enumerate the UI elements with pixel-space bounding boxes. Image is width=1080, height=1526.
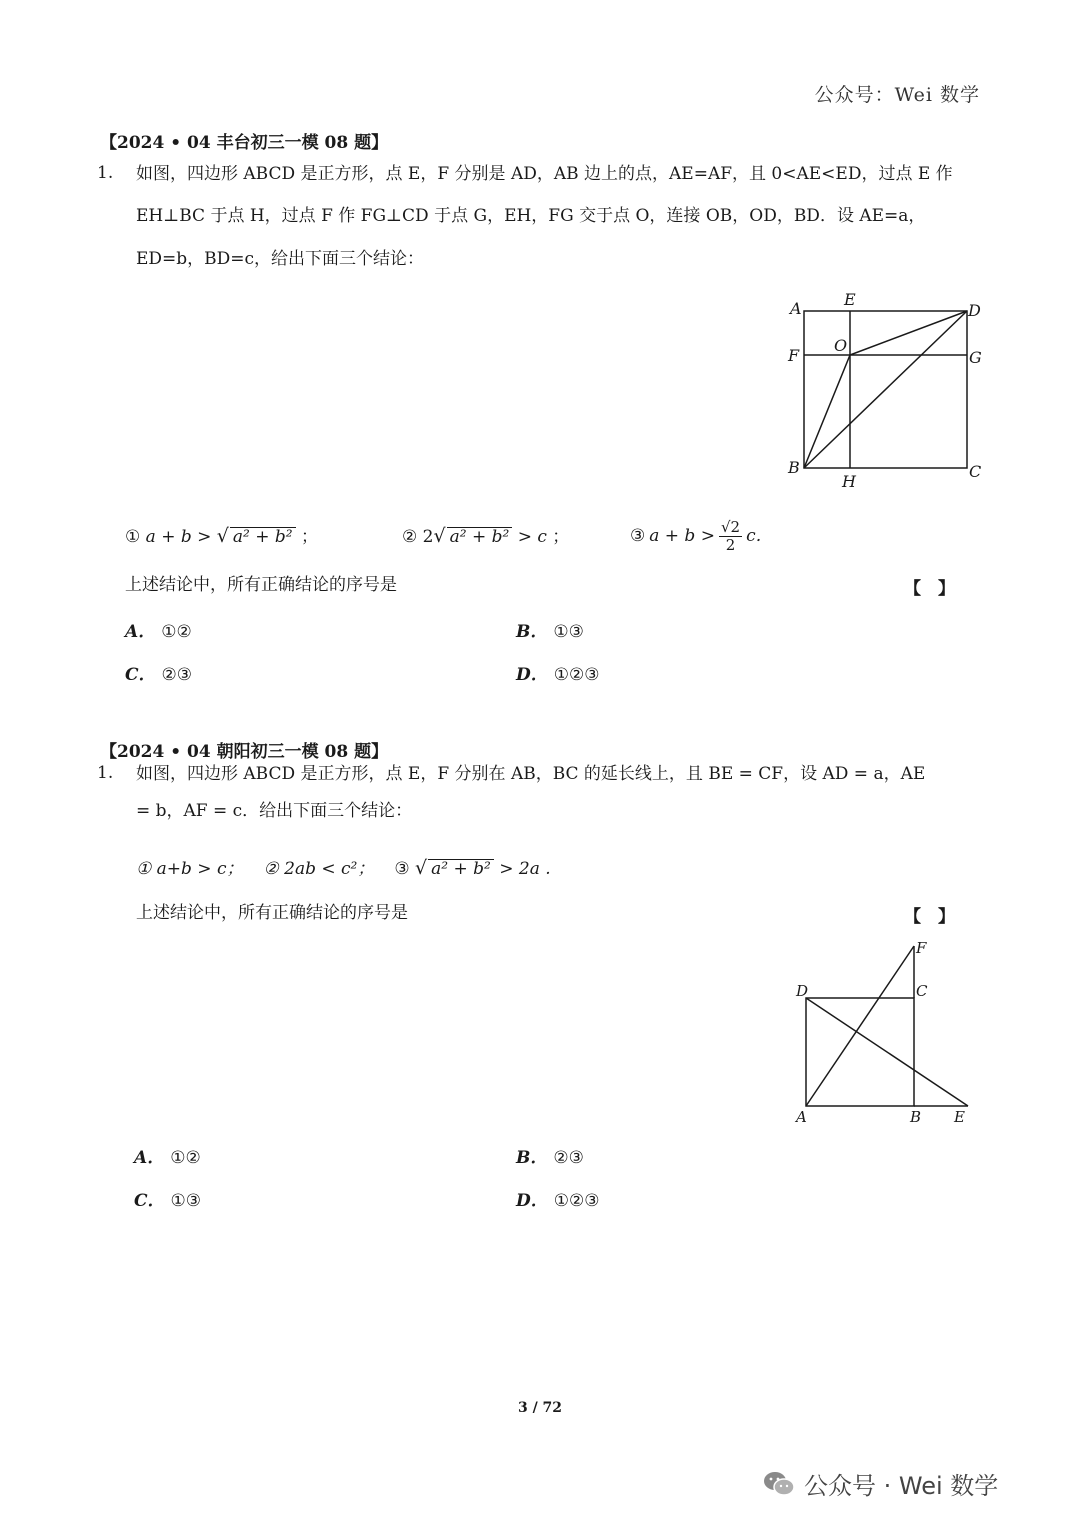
q2-label-f: F [916,939,927,957]
q2-conclusions [136,857,551,880]
q2-option-c[interactable] [134,1186,201,1211]
q1-c2-rhs: > c [517,527,547,547]
q1-line3: ED=b，BD=c，给出下面三个结论： [136,249,425,269]
q1-label-g: G [969,348,982,367]
q1-option-d-text: ①②③ [553,665,600,685]
q2-option-b-letter: B． [516,1148,548,1168]
q2-option-a-text: ①② [170,1148,201,1168]
q1-line-od [850,311,967,355]
radical-icon: √ [415,857,428,879]
q2-square [806,998,914,1106]
q1-line1: 如图，四边形 ABCD 是正方形，点 E，F 分别是 AD，AB 边上的点，AE=AF，且 0<AE<ED，过点 E 作 [136,164,953,184]
q1-option-d[interactable] [516,660,599,685]
q1-source: 【2024 • 04 丰台初三一模 08 题】 [100,133,389,153]
q1-answer-bracket: 【 】 [904,579,955,599]
q1-option-a[interactable] [125,617,192,642]
q2-label-a: A [796,1108,807,1126]
q1-option-b-text: ①③ [553,622,584,642]
q1-c1-mark: ① [125,527,141,547]
q1-option-d-letter: D． [516,665,548,685]
q2-option-d-text: ①②③ [553,1191,600,1211]
q2-figure [784,936,984,1132]
q1-label-o: O [834,336,848,355]
q1-label-f: F [788,346,800,365]
q2-conclusion-2: ② 2ab < c²； [263,858,375,879]
q2-line-de [806,998,968,1106]
q1-c3-mark: ③ [630,526,646,546]
q2-label-c: C [916,982,928,1000]
q2-option-a[interactable] [134,1143,201,1168]
q1-conclusion-2 [402,525,569,548]
q1-c3-den: 2 [725,535,736,554]
q1-option-a-letter: A． [125,622,156,642]
radical-icon: √ [433,525,446,547]
q1-c2-lhs: 2 [422,527,434,547]
q1-option-b-letter: B． [516,622,548,642]
q2-conclusion-1: ① a+b > c； [136,858,244,879]
q2-c3-mark: ③ [394,859,410,879]
q2-number: 1. [97,763,114,783]
q1-c3-lhs: a + b > [649,526,715,546]
q1-c1-rad: a² + b² [230,527,296,546]
q1-figure [780,288,990,493]
q2-c3-rad: a² + b² [428,859,494,878]
q1-line2: EH⊥BC 于点 H，过点 F 作 FG⊥CD 于点 G，EH，FG 交于点 O，连接 OB，OD，BD．设 AE=a， [136,206,926,226]
q1-option-c-letter: C． [125,665,156,685]
watermark [762,1466,998,1501]
q1-option-a-text: ①② [161,622,192,642]
q1-conclusion-1 [125,525,318,548]
q2-line2: = b，AF = c．给出下面三个结论： [136,801,413,821]
q1-option-c-text: ②③ [161,665,193,685]
watermark-text: 公众号 · Wei 数学 [804,1472,999,1500]
q1-label-a: A [790,299,802,318]
q2-label-b: B [910,1108,922,1126]
q1-option-c[interactable] [125,660,192,685]
q1-c3-fraction [719,519,742,554]
q1-label-b: B [788,458,800,477]
q2-option-c-letter: C． [134,1191,165,1211]
q1-conclusion-3 [630,512,773,560]
q1-c2-mark: ② [402,527,418,547]
q1-label-d: D [968,301,981,320]
q2-option-d[interactable] [516,1186,599,1211]
header-account: 公众号：Wei 数学 [814,84,980,106]
q1-label-e: E [844,290,856,309]
q2-option-b-text: ②③ [553,1148,584,1168]
q1-c2-end: ； [552,527,570,547]
q2-label-e: E [954,1108,965,1126]
q2-source: 【2024 • 04 朝阳初三一模 08 题】 [100,742,389,762]
q1-c2-rad: a² + b² [447,527,513,546]
page-number: 3 / 72 [517,1400,563,1416]
q1-line-ob [804,355,850,468]
q2-line-af [806,946,914,1106]
q1-label-h: H [842,472,856,491]
q2-option-d-letter: D． [516,1191,548,1211]
q2-conclusion-3 [394,857,550,880]
q1-option-b[interactable] [516,617,584,642]
q2-line1: 如图，四边形 ABCD 是正方形，点 E，F 分别在 AB，BC 的延长线上，且 BE = CF，设 AD = a，AE [136,764,926,784]
wechat-icon [762,1470,796,1498]
q1-number: 1. [97,163,114,183]
q2-label-d: D [796,982,809,1000]
q1-c1-lhs: a + b > [145,527,212,547]
q2-option-c-text: ①③ [170,1191,202,1211]
q1-label-c: C [969,462,982,481]
q2-option-b[interactable] [516,1143,584,1168]
q1-c3-rhs: c． [746,526,773,546]
q2-option-a-letter: A． [134,1148,165,1168]
q2-c3-rhs: > 2a . [493,859,551,879]
q1-line-bd [804,311,967,468]
q1-c1-end: ； [301,527,318,547]
q2-prompt: 上述结论中，所有正确结论的序号是 [136,903,408,923]
radical-icon: √ [216,525,229,547]
q1-prompt: 上述结论中，所有正确结论的序号是 [125,575,397,595]
q2-answer-bracket: 【 】 [904,907,955,927]
q1-c3-num: √2 [720,517,741,536]
